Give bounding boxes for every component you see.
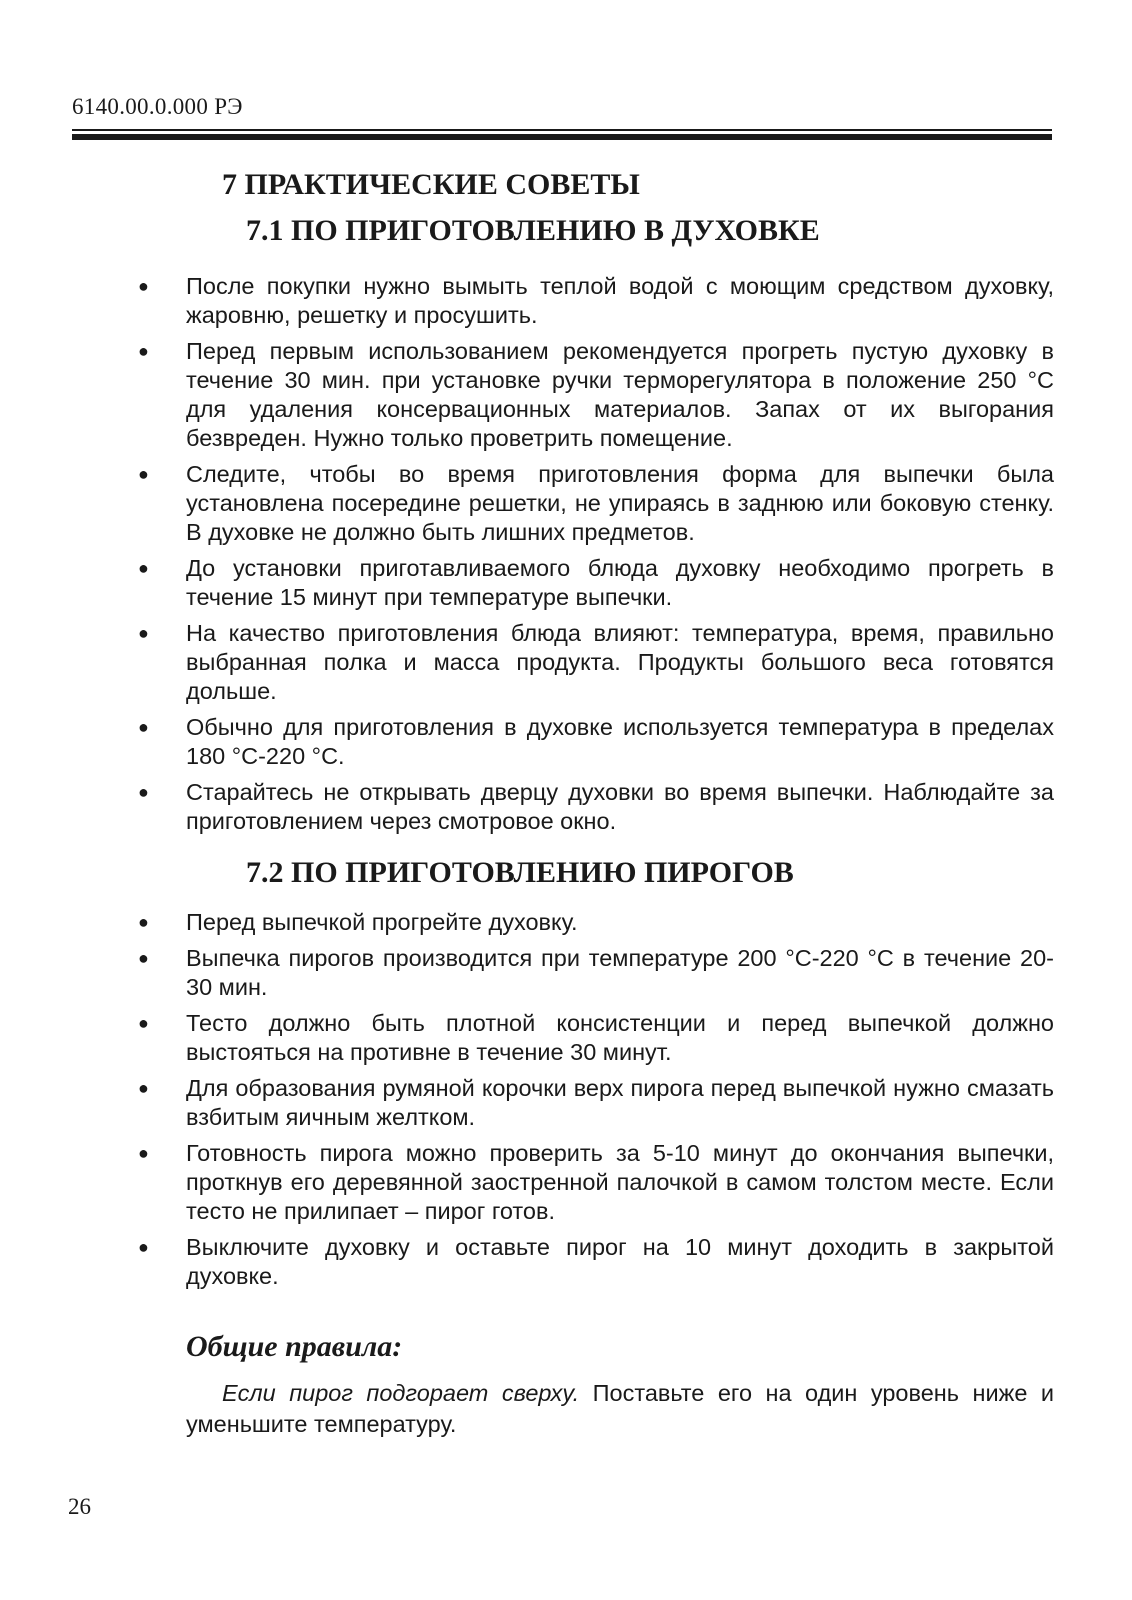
list-item-text: Следите, чтобы во время приготовления форма для выпечки была установлена посередине решетки, не упираясь в заднюю или боковую стенку. В духовке не должно быть лишних предметов. [186,461,1054,545]
list-item [0,1139,1132,1226]
list-item-text: Выпечка пирогов производится при температуре 200 °С-220 °С в течение 20-30 мин. [186,945,1054,1000]
list-item [0,337,1132,453]
pie-tips-list [0,908,1132,1298]
general-rules-lead: Если пирог подгорает сверху. [222,1380,580,1406]
bullet-icon: ● [138,717,149,737]
list-item-text: Обычно для приготовления в духовке используется температура в пределах 180 °С-220 °С. [186,714,1054,769]
list-item [0,460,1132,547]
general-rules-paragraph [186,1378,1054,1440]
list-item-text: После покупки нужно вымыть теплой водой с моющим средством духовку, жаровню, решетку и просушить. [186,273,1054,328]
bullet-icon: ● [138,276,149,296]
list-item-text: Для образования румяной корочки верх пирога перед выпечкой нужно смазать взбитым яичным желтком. [186,1075,1054,1130]
list-item-text: Перед выпечкой прогрейте духовку. [186,909,578,935]
section-title: 7 ПРАКТИЧЕСКИЕ СОВЕТЫ [222,168,640,201]
bullet-icon: ● [138,782,149,802]
bullet-icon: ● [138,1078,149,1098]
list-item-text: Старайтесь не открывать дверцу духовки во время выпечки. Наблюдайте за приготовлением через смотровое окно. [186,779,1054,834]
list-item [0,1009,1132,1067]
list-item [0,908,1132,937]
list-item [0,944,1132,1002]
list-item-text: На качество приготовления блюда влияют: температура, время, правильно выбранная полка и масса продукта. Продукты большого веса готовятся дольше. [186,620,1054,704]
list-item-text: Перед первым использованием рекомендуется прогреть пустую духовку в течение 30 мин. при установке ручки терморегулятора в положение 250 °С для удаления консервационных материалов. Запах от их выгорания безвреден. Нужно только проветрить помещение. [186,338,1054,451]
list-item [0,778,1132,836]
bullet-icon: ● [138,558,149,578]
list-item-text: Готовность пирога можно проверить за 5-10 минут до окончания выпечки, проткнув его деревянной заостренной палочкой в самом толстом месте. Если тесто не прилипает – пирог готов. [186,1140,1054,1224]
general-rules-heading: Общие правила: [186,1330,403,1363]
general-rules-text: Поставьте его на один уровень ниже и уменьшите температуру. [186,1380,1054,1437]
bullet-icon: ● [138,948,149,968]
list-item-text: Тесто должно быть плотной консистенции и перед выпечкой должно выстояться на противне в течение 30 минут. [186,1010,1054,1065]
list-item [0,1074,1132,1132]
document-code: 6140.00.0.000 РЭ [72,94,243,119]
list-item-text: Выключите духовку и оставьте пирог на 10 минут доходить в закрытой духовке. [186,1234,1054,1289]
subsection-1-title: 7.1 ПО ПРИГОТОВЛЕНИЮ В ДУХОВКЕ [246,214,820,247]
bullet-icon: ● [138,341,149,361]
list-item [0,713,1132,771]
oven-tips-list [0,272,1132,843]
list-item [0,1233,1132,1291]
header-rule-thin [72,129,1052,131]
list-item [0,272,1132,330]
bullet-icon: ● [138,1237,149,1257]
bullet-icon: ● [138,464,149,484]
list-item-text: До установки приготавливаемого блюда духовку необходимо прогреть в течение 15 минут при температуре выпечки. [186,555,1054,610]
list-item [0,619,1132,706]
page-number: 26 [68,1494,91,1519]
header-rule-thick [72,134,1052,140]
bullet-icon: ● [138,1143,149,1163]
bullet-icon: ● [138,912,149,932]
list-item [0,554,1132,612]
bullet-icon: ● [138,623,149,643]
subsection-2-title: 7.2 ПО ПРИГОТОВЛЕНИЮ ПИРОГОВ [246,856,794,889]
bullet-icon: ● [138,1013,149,1033]
